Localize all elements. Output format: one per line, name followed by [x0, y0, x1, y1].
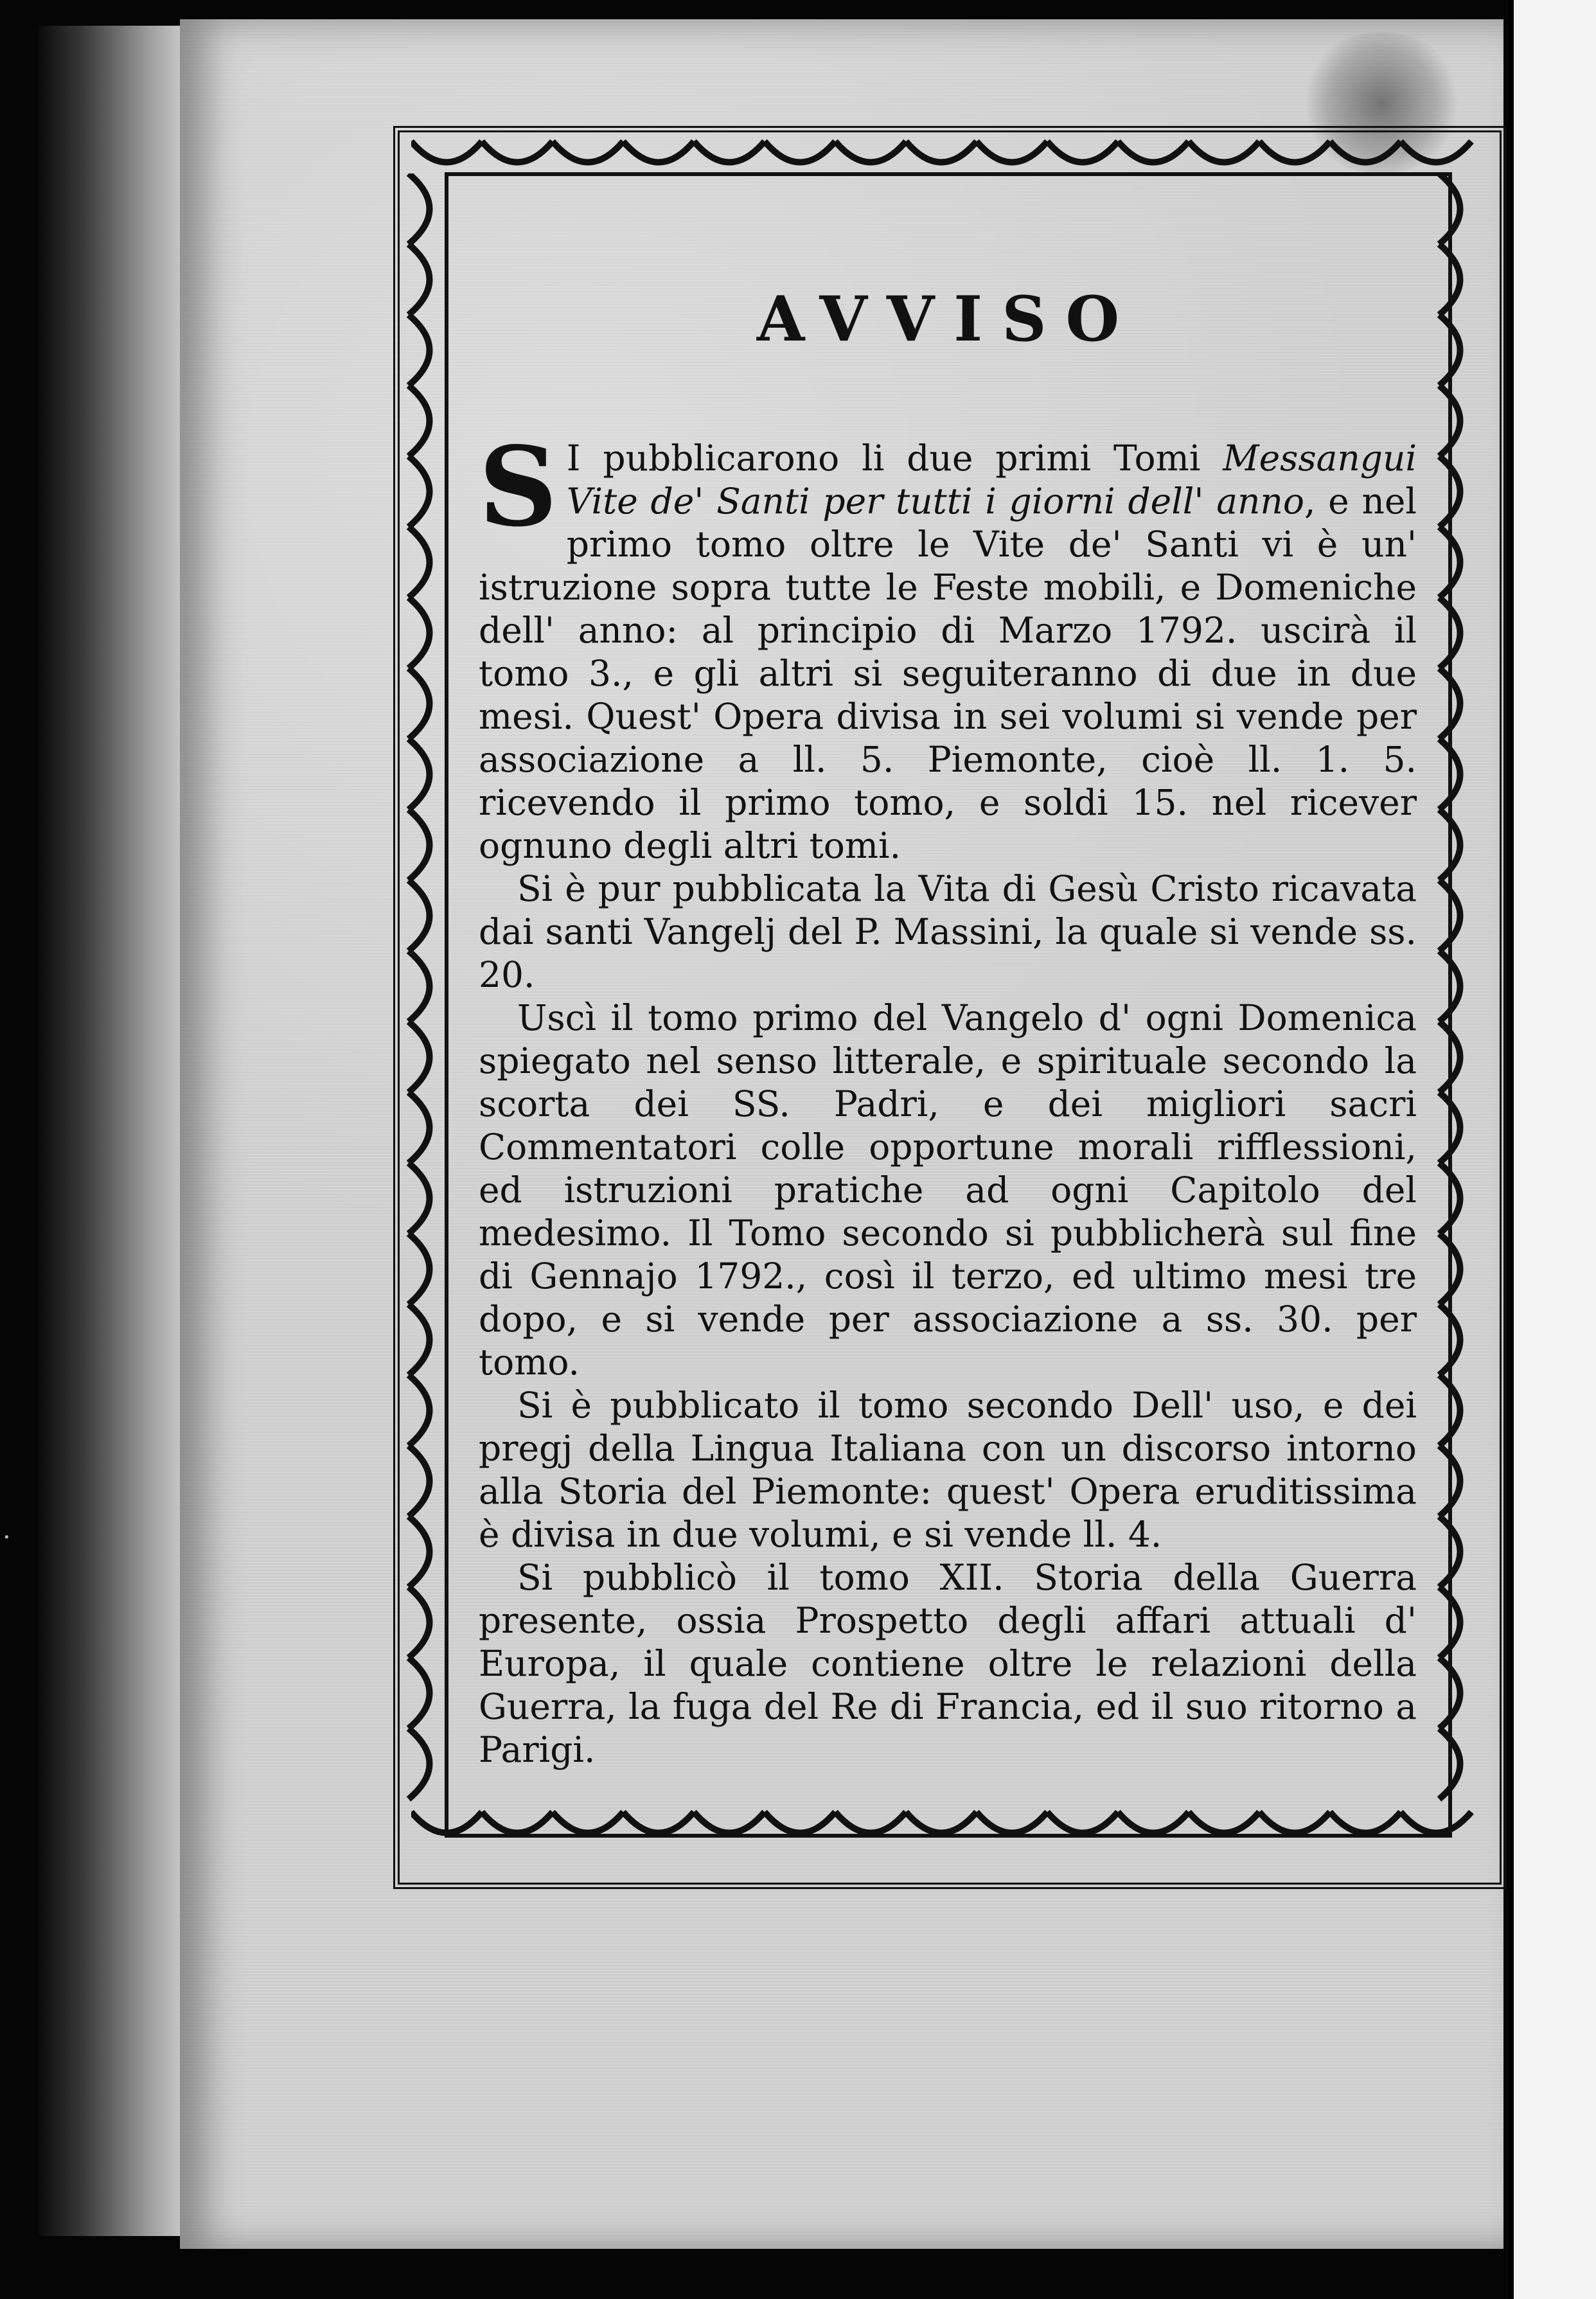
garland-swag	[1439, 527, 1460, 598]
paragraph-2: Si è pur pubblicata la Vita di Gesù Cristo ricavata dai santi Vangelj del P. Massini, la quale si vende ss. 20.	[479, 868, 1417, 995]
garland-swag	[1118, 141, 1189, 163]
garland-border-right	[1426, 173, 1484, 1818]
garland-swag	[765, 1812, 835, 1833]
paragraph-1	[479, 423, 1417, 867]
garland-swag	[1439, 1516, 1460, 1587]
garland-swag	[1439, 1234, 1460, 1304]
garland-swag	[1439, 315, 1460, 386]
garland-swag	[1330, 141, 1401, 163]
next-page-edge	[1509, 0, 1596, 2299]
garland-swag	[409, 1092, 430, 1163]
garland-swag	[553, 141, 623, 163]
garland-swag	[1439, 173, 1460, 244]
garland-swag	[1189, 141, 1259, 163]
garland-swag	[1439, 880, 1460, 951]
garland-swag	[1118, 1812, 1189, 1833]
garland-swag	[694, 141, 765, 163]
garland-border-bottom	[411, 1799, 1478, 1857]
garland-swag	[409, 1022, 430, 1092]
garland-swag	[623, 1812, 694, 1833]
garland-swag	[765, 141, 835, 163]
garland-swag	[1439, 739, 1460, 810]
garland-swag	[1439, 1304, 1460, 1375]
garland-swag	[1330, 1812, 1401, 1833]
garland-swag	[1439, 386, 1460, 456]
garland-swag	[409, 1163, 430, 1234]
p1-book-title: Messangui Vite de' Santi per tutti i giorni dell' anno	[566, 438, 1417, 522]
garland-swag	[1439, 810, 1460, 880]
paragraph-4: Si è pubblicato il tomo secondo Dell' uso, e dei pregj della Lingua Italiana con un discorso intorno alla Storia del Piemonte: quest' Opera eruditissima è divisa in due volumi, e si vende ll. 4.	[479, 1385, 1417, 1555]
garland-swag	[906, 141, 977, 163]
drop-capital: S	[479, 423, 558, 551]
notice-title: AVVISO	[756, 283, 1139, 355]
garland-swag	[1189, 1812, 1259, 1833]
garland-swag	[409, 244, 430, 315]
garland-swag	[977, 141, 1047, 163]
garland-swag	[409, 1587, 430, 1658]
garland-swag	[1439, 598, 1460, 668]
garland-swag	[482, 141, 553, 163]
garland-swag	[409, 456, 430, 527]
garland-swag	[1259, 141, 1330, 163]
garland-swag	[409, 315, 430, 386]
garland-swag	[1401, 141, 1471, 163]
garland-swag	[1439, 1446, 1460, 1516]
garland-swag	[409, 1234, 430, 1304]
garland-swag	[409, 173, 430, 244]
garland-swag	[409, 598, 430, 668]
p1-rest: , e nel primo tomo oltre le Vite de' Santi vi è un' istruzione sopra tutte le Feste mobili, e Domeniche dell' anno: al principio di Marzo 1792. uscirà il tomo 3., e gli altri si seguiteranno di due in due mesi. Quest' Opera divisa in sei volumi si vende per associazione a ll. 5. Piemonte, cioè ll. 1. 5. ricevendo il primo tomo, e soldi 15. nel ricever ognuno degli altri tomi.	[479, 481, 1417, 866]
garland-swag	[1439, 1022, 1460, 1092]
garland-swag	[409, 1304, 430, 1375]
garland-border-top	[411, 129, 1478, 186]
garland-swag	[553, 1812, 623, 1833]
garland-swag	[409, 1375, 430, 1446]
garland-swag	[1439, 1163, 1460, 1234]
garland-swag	[409, 810, 430, 880]
garland-border-left	[396, 173, 454, 1818]
notice-body	[479, 423, 1417, 1771]
garland-swag	[1439, 1587, 1460, 1658]
garland-swag	[1439, 1092, 1460, 1163]
garland-swag	[1047, 1812, 1118, 1833]
garland-swag	[977, 1812, 1047, 1833]
garland-swag	[409, 668, 430, 739]
garland-swag	[409, 951, 430, 1022]
garland-swag	[409, 880, 430, 951]
garland-swag	[906, 1812, 977, 1833]
garland-swag	[409, 1516, 430, 1587]
paragraph-3: Uscì il tomo primo del Vangelo d' ogni Domenica spiegato nel senso litterale, e spirituale secondo la scorta dei SS. Padri, e dei migliori sacri Commentatori colle opportune morali rifflessioni, ed istruzioni pratiche ad ogni Capitolo del medesimo. Il Tomo secondo si pubblicherà sul fine di Gennajo 1792., così il terzo, ed ultimo mesi tre dopo, e si vende per associazione a ss. 30. per tomo.	[479, 997, 1417, 1383]
garland-swag	[835, 141, 906, 163]
garland-swag	[409, 739, 430, 810]
garland-swag	[1439, 1728, 1460, 1799]
garland-swag	[482, 1812, 553, 1833]
garland-swag	[1439, 1375, 1460, 1446]
garland-swag	[1439, 1658, 1460, 1728]
garland-swag	[1439, 456, 1460, 527]
garland-swag	[694, 1812, 765, 1833]
garland-swag	[1439, 951, 1460, 1022]
margin-speck: ·	[3, 1523, 11, 1552]
garland-swag	[1047, 141, 1118, 163]
garland-swag	[1259, 1812, 1330, 1833]
garland-swag	[409, 1446, 430, 1516]
garland-swag	[409, 1658, 430, 1728]
garland-swag	[1439, 244, 1460, 315]
garland-swag	[835, 1812, 906, 1833]
garland-swag	[409, 527, 430, 598]
garland-swag	[1439, 668, 1460, 739]
garland-swag	[623, 141, 694, 163]
paragraph-5: Si pubblicò il tomo XII. Storia della Guerra presente, ossia Prospetto degli affari attuali d' Europa, il quale contiene oltre le relazioni della Guerra, la fuga del Re di Francia, ed il suo ritorno a Parigi.	[479, 1557, 1417, 1770]
garland-swag	[409, 1728, 430, 1799]
garland-swag	[409, 386, 430, 456]
garland-swag	[411, 141, 482, 163]
p1-lead: I pubblicarono li due primi Tomi	[566, 438, 1223, 479]
